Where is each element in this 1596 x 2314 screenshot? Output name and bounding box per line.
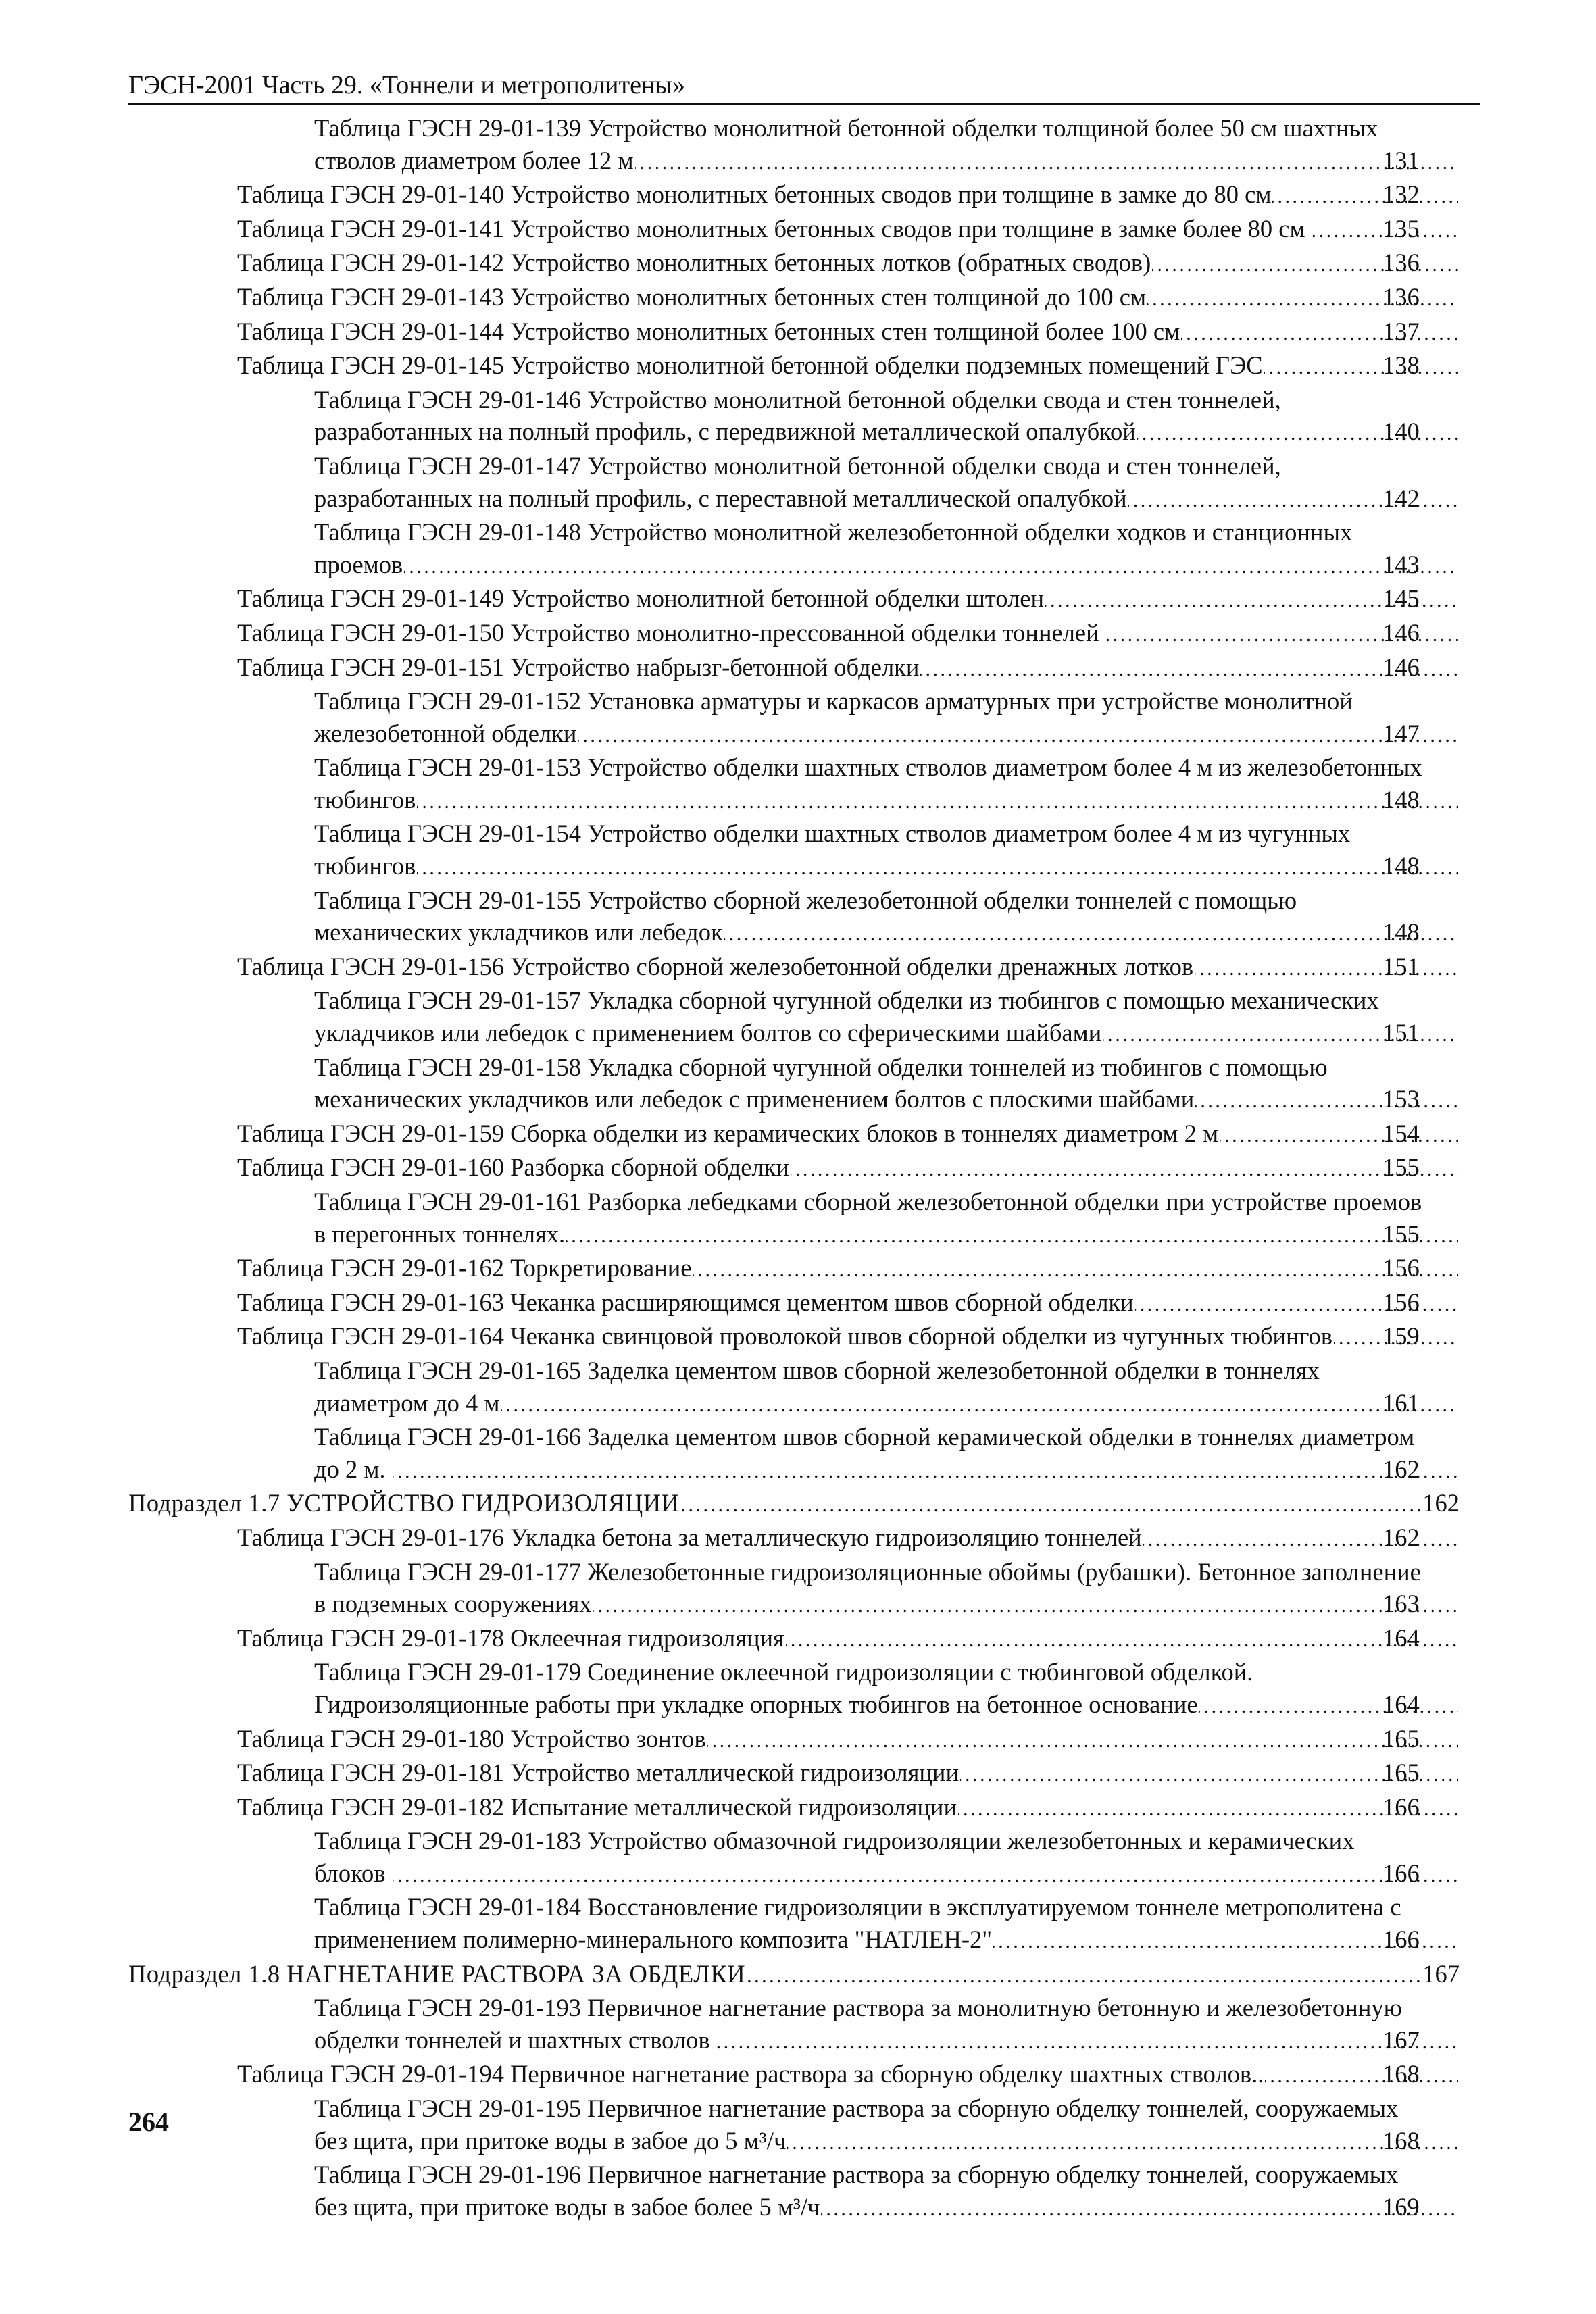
toc-table-entry[interactable] [128, 1252, 1460, 1286]
dot-leader [1272, 178, 1458, 213]
toc-table-entry[interactable] [128, 1825, 1460, 1891]
toc-entry-title-line: Таблица ГЭСН 29-01-165 Заделка цементом швов сборной железобетонной обделки в тоннелях [314, 1356, 1320, 1384]
toc-entry-title: в перегонных тоннелях. [314, 1219, 566, 1248]
toc-table-entry[interactable] [128, 984, 1460, 1051]
toc-table-entry[interactable] [128, 2092, 1460, 2159]
dot-leader [578, 718, 1458, 752]
header-divider [128, 103, 1480, 105]
toc-entry-title-line: Таблица ГЭСН 29-01-139 Устройство монолитной бетонной обделки толщиной более 50 см шахтных [314, 114, 1378, 142]
toc-entry-title: Таблица ГЭСН 29-01-143 Устройство монолитных бетонных стен толщиной до 100 см [237, 282, 1147, 311]
dot-leader [566, 1218, 1458, 1253]
toc-entry-title: стволов диаметром более 12 м [314, 146, 634, 174]
toc-table-entry[interactable] [128, 112, 1460, 178]
toc-entry-title: Таблица ГЭСН 29-01-160 Разборка сборной обделки [237, 1153, 789, 1182]
toc-section-entry[interactable] [128, 1487, 1460, 1521]
toc-entry-leader-line: Таблица ГЭСН 29-01-162 Торкретирование . . . 156 [314, 1252, 1460, 1286]
toc-table-entry[interactable] [128, 1421, 1460, 1487]
toc-entry-leader-line: Таблица ГЭСН 29-01-164 Чеканка свинцовой проволокой швов сборной обделки из чугунных тюбингов . . . 159 [314, 1320, 1460, 1355]
toc-table-entry[interactable] [128, 1186, 1460, 1252]
dot-leader [1264, 349, 1458, 384]
toc-entry-title-line: Таблица ГЭСН 29-01-166 Заделка цементом швов сборной керамической обделки в тоннелях диаметром [314, 1423, 1415, 1451]
toc-entry-leader-line: тюбингов . . . 148 [391, 850, 1460, 884]
toc-entry-leader-line: Таблица ГЭСН 29-01-160 Разборка сборной обделки . . . 155 [314, 1151, 1460, 1186]
toc-entry-title: Таблица ГЭСН 29-01-164 Чеканка свинцовой проволокой швов сборной обделки из чугунных тюбингов [237, 1322, 1333, 1351]
toc-entry-leader-line: механических укладчиков или лебедок с применением болтов с плоскими шайбами . . . 153 [391, 1083, 1460, 1117]
toc-entry-leader-line: обделки тоннелей и шахтных стволов . . . 167 [391, 2024, 1460, 2059]
toc-entry-title: разработанных на полный профиль, с переставной металлической опалубкой [314, 484, 1127, 512]
toc-entry-leader-line [128, 1958, 1460, 1992]
toc-table-entry[interactable] [128, 1622, 1460, 1657]
toc-entry-title: Гидроизоляционные работы при укладке опорных тюбингов на бетонное основание [314, 1690, 1198, 1718]
toc-table-entry[interactable] [128, 1891, 1460, 1957]
toc-entry-leader-line: Гидроизоляционные работы при укладке опорных тюбингов на бетонное основание . . . 164 [391, 1688, 1460, 1723]
dot-leader [393, 1857, 1458, 1892]
toc-entry-leader-line: Таблица ГЭСН 29-01-144 Устройство монолитных бетонных стен толщиной более 100 см . . . 137 [314, 316, 1460, 350]
dot-leader [712, 2024, 1458, 2059]
toc-entry-title: Таблица ГЭСН 29-01-141 Устройство монолитных бетонных сводов при толщине в замке более 80 см [237, 214, 1305, 243]
toc-table-entry[interactable] [128, 247, 1460, 281]
toc-entry-title-line: Таблица ГЭСН 29-01-193 Первичное нагнетание раствора за монолитную бетонную и железобетонную [314, 1994, 1402, 2022]
dot-leader [393, 1453, 1458, 1488]
toc-table-entry[interactable] [128, 316, 1460, 350]
dot-leader [791, 1151, 1458, 1186]
toc-entry-title-line: Таблица ГЭСН 29-01-179 Соединение оклеечной гидроизоляции с тюбинговой обделкой. [314, 1658, 1253, 1686]
toc-entry-leader-line: Таблица ГЭСН 29-01-163 Чеканка расширяющимся цементом швов сборной обделки . . . 156 [314, 1286, 1460, 1321]
toc-entry-title: без щита, при притоке воды в забое более 5 м³/ч [314, 2192, 820, 2221]
toc-entry-leader-line: Таблица ГЭСН 29-01-182 Испытание металлической гидроизоляции . . . 166 [314, 1791, 1460, 1826]
toc-entry-title-line: Таблица ГЭСН 29-01-184 Восстановление гидроизоляции в эксплуатируемом тоннеле метрополитена с [314, 1893, 1401, 1921]
toc-entry-title: Таблица ГЭСН 29-01-144 Устройство монолитных бетонных стен толщиной более 100 см [237, 317, 1180, 345]
toc-entry-title: укладчиков или лебедок с применением болтов со сферическими шайбами [314, 1019, 1102, 1047]
toc-table-entry[interactable] [128, 617, 1460, 651]
toc-entry-leader-line: железобетонной обделки . . . 147 [391, 718, 1460, 752]
toc-table-entry[interactable] [128, 1791, 1460, 1826]
dot-leader [593, 1588, 1458, 1622]
dot-leader [693, 1252, 1458, 1286]
toc-table-entry[interactable] [128, 1556, 1460, 1622]
toc-entry-title: Таблица ГЭСН 29-01-182 Испытание металлической гидроизоляции [237, 1792, 957, 1821]
toc-entry-title: Таблица ГЭСН 29-01-151 Устройство набрызг-бетонной обделки [237, 653, 920, 681]
toc-entry-leader-line: Таблица ГЭСН 29-01-141 Устройство монолитных бетонных сводов при толщине в замке более 80 см . . . 135 [314, 213, 1460, 247]
toc-entry-leader-line: в перегонных тоннелях. . . . 155 [391, 1218, 1460, 1253]
dot-leader [417, 850, 1458, 884]
toc-entry-leader-line: Таблица ГЭСН 29-01-156 Устройство сборной железобетонной обделки дренажных лотков . . . 151 [314, 951, 1460, 985]
toc-table-entry[interactable] [128, 516, 1460, 582]
toc-table-entry[interactable] [128, 582, 1460, 617]
toc-entry-leader-line: до 2 м. . . . 162 [391, 1453, 1460, 1488]
toc-entry-title: разработанных на полный профиль, с передвижной металлической опалубкой [314, 418, 1136, 446]
toc-entry-leader-line: диаметром до 4 м . . . 161 [391, 1387, 1460, 1422]
toc-entry-leader-line: механических укладчиков или лебедок . . . 148 [391, 916, 1460, 951]
toc-entry-leader-line: в подземных сооружениях . . . 163 [391, 1588, 1460, 1622]
toc-entry-title: Таблица ГЭСН 29-01-159 Сборка обделки из керамических блоков в тоннелях диаметром 2 м [237, 1119, 1219, 1147]
toc-table-entry[interactable] [128, 751, 1460, 818]
toc-entry-leader-line: применением полимерно-минерального композита "НАТЛЕН-2" . . . 166 [391, 1923, 1460, 1958]
toc-entry-leader-line: укладчиков или лебедок с применением болтов со сферическими шайбами . . . 151 [391, 1017, 1460, 1051]
toc-table-entry[interactable] [128, 685, 1460, 751]
toc-entry-title: обделки тоннелей и шахтных стволов [314, 2026, 710, 2054]
toc-table-entry[interactable] [128, 651, 1460, 686]
toc-table-entry[interactable] [128, 1757, 1460, 1791]
dot-leader [404, 549, 1458, 583]
toc-table-entry[interactable] [128, 1355, 1460, 1421]
toc-entry-title: Таблица ГЭСН 29-01-163 Чеканка расширяющимся цементом швов сборной обделки [237, 1288, 1134, 1316]
toc-table-entry[interactable] [128, 384, 1460, 450]
toc-entry-title: Таблица ГЭСН 29-01-194 Первичное нагнетание раствора за сборную обделку шахтных стволов.. [237, 2060, 1264, 2088]
toc-entry-title: Таблица ГЭСН 29-01-142 Устройство монолитных бетонных лотков (обратных сводов) [237, 249, 1151, 277]
dot-leader [635, 145, 1458, 179]
toc-table-entry[interactable] [128, 1051, 1460, 1117]
toc-entry-title: Подраздел 1.8 НАГНЕТАНИЕ РАСТВОРА ЗА ОБДЕЛКИ [128, 1959, 746, 1988]
toc-entry-title: диаметром до 4 м [314, 1388, 500, 1417]
toc-entry-title: Таблица ГЭСН 29-01-176 Укладка бетона за металлическую гидроизоляцию тоннелей [237, 1523, 1142, 1551]
toc-entry-leader-line [128, 1487, 1460, 1521]
toc-page-number: 162 [1422, 1489, 1460, 1517]
dot-leader [680, 1487, 1421, 1521]
toc-entry-leader-line: Таблица ГЭСН 29-01-149 Устройство монолитной бетонной обделки штолен . . . 145 [314, 582, 1460, 617]
toc-entry-leader-line: Таблица ГЭСН 29-01-142 Устройство монолитных бетонных лотков (обратных сводов) . . . 136 [314, 247, 1460, 281]
toc-table-entry[interactable] [128, 1151, 1460, 1186]
toc-entry-title: Подраздел 1.7 УСТРОЙСТВО ГИДРОИЗОЛЯЦИИ [128, 1489, 680, 1517]
toc-entry-leader-line: Таблица ГЭСН 29-01-194 Первичное нагнетание раствора за сборную обделку шахтных стволов.. . . . 168 [314, 2058, 1460, 2092]
toc-entry-title: Таблица ГЭСН 29-01-150 Устройство монолитно-прессованной обделки тоннелей [237, 618, 1099, 647]
toc-entry-title: железобетонной обделки [314, 719, 577, 747]
toc-entry-leader-line: Таблица ГЭСН 29-01-178 Оклеечная гидроизоляция . . . 164 [314, 1622, 1460, 1657]
toc-section-entry[interactable] [128, 1958, 1460, 1992]
page-number: 264 [128, 2107, 169, 2137]
running-header: ГЭСН-2001 Часть 29. «Тоннели и метрополитены» [128, 71, 685, 99]
toc-table-entry[interactable] [128, 884, 1460, 951]
dot-leader [920, 651, 1458, 686]
toc-entry-title-line: Таблица ГЭСН 29-01-155 Устройство сборной железобетонной обделки тоннелей с помощью [314, 886, 1297, 914]
toc-entry-leader-line: Таблица ГЭСН 29-01-180 Устройство зонтов . . . 165 [314, 1723, 1460, 1757]
toc-entry-title: механических укладчиков или лебедок с применением болтов с плоскими шайбами [314, 1085, 1195, 1113]
toc-entry-title-line: Таблица ГЭСН 29-01-157 Укладка сборной чугунной обделки из тюбингов с помощью механических [314, 986, 1379, 1015]
toc-entry-leader-line: Таблица ГЭСН 29-01-176 Укладка бетона за металлическую гидроизоляцию тоннелей . . . 162 [314, 1521, 1460, 1556]
toc-entry-title-line: Таблица ГЭСН 29-01-183 Устройство обмазочной гидроизоляции железобетонных и керамических [314, 1827, 1355, 1855]
toc-table-entry[interactable] [128, 1320, 1460, 1355]
dot-leader [821, 2191, 1458, 2225]
toc-entry-title-line: Таблица ГЭСН 29-01-154 Устройство обделки шахтных стволов диаметром более 4 м из чугунных [314, 820, 1351, 848]
toc-entry-leader-line: Таблица ГЭСН 29-01-143 Устройство монолитных бетонных стен толщиной до 100 см . . . 136 [314, 281, 1460, 316]
toc-entry-title-line: Таблица ГЭСН 29-01-161 Разборка лебедками сборной железобетонной обделки при устройстве проемов [314, 1188, 1422, 1215]
toc-entry-title: Таблица ГЭСН 29-01-178 Оклеечная гидроизоляция [237, 1624, 784, 1652]
dot-leader [747, 1958, 1421, 1992]
dot-leader [501, 1387, 1458, 1422]
toc-table-entry[interactable] [128, 281, 1460, 316]
toc-entry-leader-line: проемов . . . 143 [391, 549, 1460, 583]
toc-table-entry[interactable] [128, 450, 1460, 516]
toc-entry-title-line: Таблица ГЭСН 29-01-158 Укладка сборной чугунной обделки тоннелей из тюбингов с помощью [314, 1053, 1328, 1081]
toc-page-number: 167 [1422, 1959, 1460, 1988]
dot-leader [787, 2125, 1458, 2159]
toc-table-entry[interactable] [128, 2058, 1460, 2092]
toc-entry-title: Таблица ГЭСН 29-01-145 Устройство монолитной бетонной обделки подземных помещений ГЭС [237, 351, 1263, 380]
toc-entry-title: в подземных сооружениях [314, 1590, 592, 1618]
toc-entry-leader-line: разработанных на полный профиль, с переставной металлической опалубкой . . . 142 [391, 482, 1460, 517]
toc-entry-leader-line: без щита, при притоке воды в забое до 5 м³/ч . . . 168 [391, 2125, 1460, 2159]
toc-table-entry[interactable] [128, 2159, 1460, 2225]
toc-entry-title: Таблица ГЭСН 29-01-162 Торкретирование [237, 1254, 692, 1282]
toc-entry-title: применением полимерно-минерального композита "НАТЛЕН-2" [314, 1926, 993, 1954]
toc-entry-leader-line: разработанных на полный профиль, с передвижной металлической опалубкой . . . 140 [391, 416, 1460, 450]
toc-entry-title: Таблица ГЭСН 29-01-149 Устройство монолитной бетонной обделки штолен [237, 584, 1045, 613]
toc-entry-title-line: Таблица ГЭСН 29-01-196 Первичное нагнетание раствора за сборную обделку тоннелей, сооружаемых [314, 2161, 1399, 2189]
toc-entry-leader-line: Таблица ГЭСН 29-01-150 Устройство монолитно-прессованной обделки тоннелей . . . 146 [314, 617, 1460, 651]
toc-entry-title-line: Таблица ГЭСН 29-01-177 Железобетонные гидроизоляционные обоймы (рубашки). Бетонное заполнение [314, 1557, 1421, 1586]
toc-table-entry[interactable] [128, 178, 1460, 213]
toc-entry-title: тюбингов [314, 852, 416, 880]
dot-leader [1220, 1117, 1458, 1152]
toc-entry-leader-line: Таблица ГЭСН 29-01-145 Устройство монолитной бетонной обделки подземных помещений ГЭС . . . 138 [314, 349, 1460, 384]
toc-entry-title: Таблица ГЭСН 29-01-140 Устройство монолитных бетонных сводов при толщине в замке до 80 см [237, 180, 1272, 209]
dot-leader [1265, 2058, 1458, 2092]
toc-table-entry[interactable] [128, 1723, 1460, 1757]
toc-table-entry[interactable] [128, 1992, 1460, 2058]
toc-entry-leader-line: тюбингов . . . 148 [391, 784, 1460, 818]
toc-entry-leader-line: Таблица ГЭСН 29-01-151 Устройство набрызг-бетонной обделки . . . 146 [314, 651, 1460, 686]
toc-table-entry[interactable] [128, 818, 1460, 884]
toc-entry-title-line: Таблица ГЭСН 29-01-146 Устройство монолитной бетонной обделки свода и стен тоннелей, [314, 385, 1281, 413]
toc-entry-title: Таблица ГЭСН 29-01-180 Устройство зонтов [237, 1724, 706, 1753]
toc-entry-leader-line: блоков . . . 166 [391, 1857, 1460, 1892]
toc-entry-title-line: Таблица ГЭСН 29-01-152 Установка арматуры и каркасов арматурных при устройстве монолитной [314, 687, 1353, 715]
dot-leader [417, 784, 1458, 818]
dot-leader [786, 1622, 1458, 1657]
toc-table-entry[interactable] [128, 349, 1460, 384]
toc-table-entry[interactable] [128, 1656, 1460, 1722]
toc-entry-title: Таблица ГЭСН 29-01-181 Устройство металлической гидроизоляции [237, 1759, 959, 1787]
toc-entry-leader-line: Таблица ГЭСН 29-01-140 Устройство монолитных бетонных сводов при толщине в замке до 80 см . . . 132 [314, 178, 1460, 213]
toc-entry-leader-line: Таблица ГЭСН 29-01-181 Устройство металлической гидроизоляции . . . 165 [314, 1757, 1460, 1791]
toc-entry-title: механических укладчиков или лебедок [314, 918, 723, 947]
toc-table-entry[interactable] [128, 1286, 1460, 1321]
toc-entry-title: без щита, при притоке воды в забое до 5 м³/ч [314, 2126, 787, 2155]
toc-entry-title: тюбингов [314, 785, 416, 813]
dot-leader [724, 916, 1458, 951]
table-of-contents [128, 112, 1460, 2225]
toc-table-entry[interactable] [128, 1117, 1460, 1152]
toc-entry-title-line: Таблица ГЭСН 29-01-195 Первичное нагнетание раствора за сборную обделку тоннелей, сооружаемых [314, 2094, 1399, 2123]
dot-leader [707, 1723, 1458, 1757]
toc-entry-title-line: Таблица ГЭСН 29-01-147 Устройство монолитной бетонной обделки свода и стен тоннелей, [314, 451, 1281, 480]
toc-entry-title: проемов [314, 550, 403, 578]
toc-table-entry[interactable] [128, 213, 1460, 247]
toc-entry-title-line: Таблица ГЭСН 29-01-153 Устройство обделки шахтных стволов диаметром более 4 м из железобетонных [314, 753, 1422, 782]
toc-entry-leader-line: Таблица ГЭСН 29-01-159 Сборка обделки из керамических блоков в тоннелях диаметром 2 м . . . 154 [314, 1117, 1460, 1152]
toc-entry-title: Таблица ГЭСН 29-01-156 Устройство сборной железобетонной обделки дренажных лотков [237, 952, 1194, 980]
toc-entry-leader-line: стволов диаметром более 12 м . . . 131 [391, 145, 1460, 179]
toc-table-entry[interactable] [128, 951, 1460, 985]
toc-table-entry[interactable] [128, 1521, 1460, 1556]
toc-entry-title-line: Таблица ГЭСН 29-01-148 Устройство монолитной железобетонной обделки ходков и станционных [314, 518, 1353, 547]
toc-entry-leader-line: без щита, при притоке воды в забое более 5 м³/ч . . . 169 [391, 2191, 1460, 2225]
